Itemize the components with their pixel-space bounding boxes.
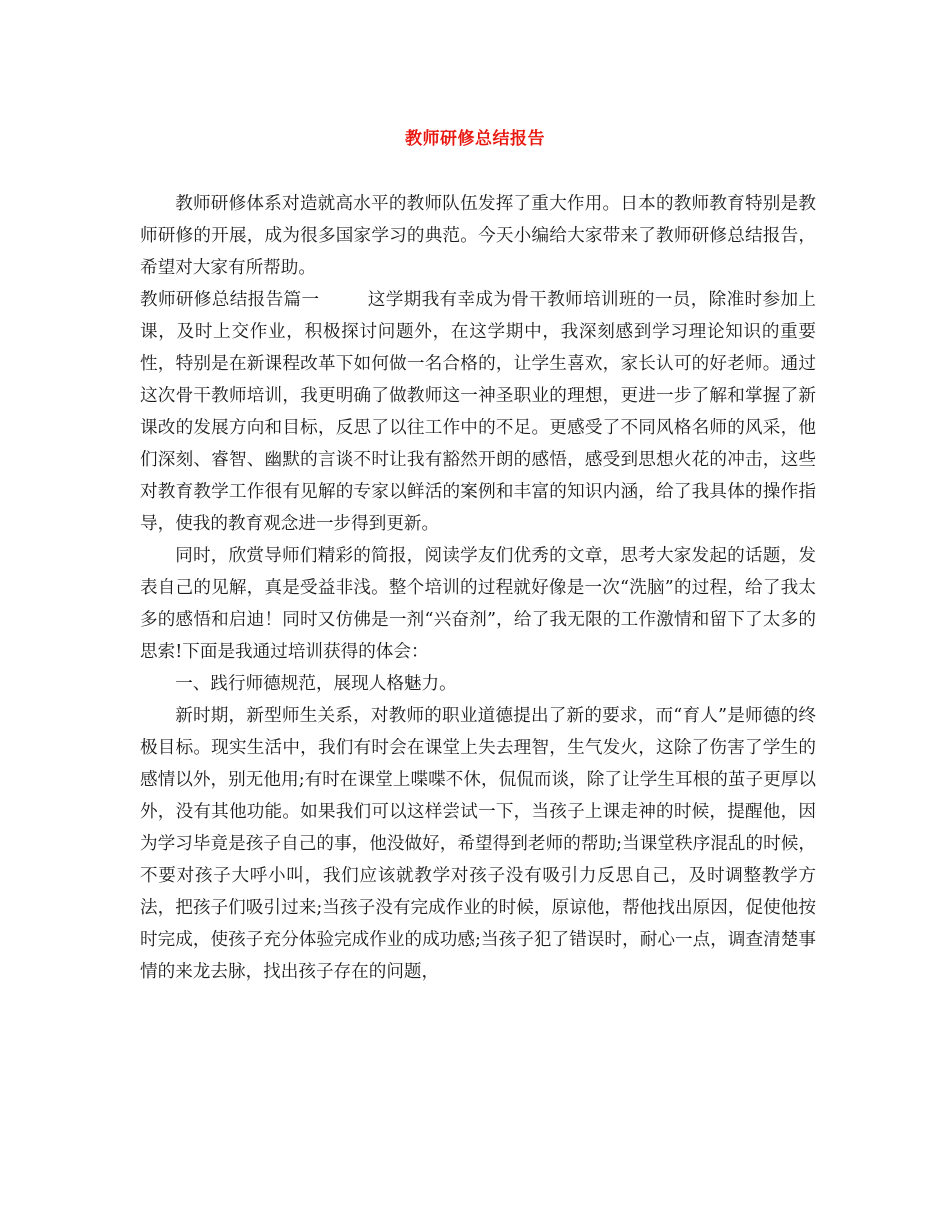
paragraph-tongshi: 同时，欣赏导师们精彩的简报，阅读学友们优秀的文章，思考大家发起的话题，发表自己的见解，真是受益非浅。整个培训的过程就好像是一次“洗脑”的过程，给了我太多的感悟和启迪！同时又仿佛是一剂“兴奋剂”，给了我无限的工作激情和留下了太多的思索!下面是我通过培训获得的体会：	[140, 546, 816, 662]
heading-one: 一、践行师德规范，展现人格魅力。	[175, 674, 457, 694]
section-first-paragraph	[140, 284, 816, 540]
intro-paragraph: 教师研修体系对造就高水平的教师队伍发挥了重大作用。日本的教师教育特别是教师研修的开展，成为很多国家学习的典范。今天小编给大家带来了教师研修总结报告，希望对大家有所帮助。	[140, 194, 816, 278]
section-heading: 教师研修总结报告篇一	[140, 290, 320, 310]
document-title: 教师研修总结报告	[405, 129, 545, 149]
paragraph-xinshiqi: 新时期，新型师生关系，对教师的职业道德提出了新的要求，而“育人”是师德的终极目标。现实生活中，我们有时会在课堂上失去理智，生气发火，这除了伤害了学生的感情以外，别无他用;有时在课堂上喋喋不休，侃侃而谈，除了让学生耳根的茧子更厚以外，没有其他功能。如果我们可以这样尝试一下，当孩子上课走神的时候，提醒他，因为学习毕竟是孩子自己的事，他没做好，希望得到老师的帮助;当课堂秩序混乱的时候，不要对孩子大呼小叫，我们应该就教学对孩子没有吸引力反思自己，及时调整教学方法，把孩子们吸引过来;当孩子没有完成作业的时候，原谅他，帮他找出原因，促使他按时完成，使孩子充分体验完成作业的成功感;当孩子犯了错误时，耐心一点，调查清楚事情的来龙去脉，找出孩子存在的问题，	[140, 706, 816, 982]
section-first-text: 这学期我有幸成为骨干教师培训班的一员，除准时参加上课，及时上交作业，积极探讨问题外，在这学期中，我深刻感到学习理论知识的重要性，特别是在新课程改革下如何做一名合格的，让学生喜欢，家长认可的好老师。通过这次骨干教师培训，我更明确了做教师这一神圣职业的理想，更进一步了解和掌握了新课改的发展方向和目标，反思了以往工作中的不足。更感受了不同风格名师的风采，他们深刻、睿智、幽默的言谈不时让我有豁然开朗的感悟，感受到思想火花的冲击，这些对教育教学工作很有见解的专家以鲜活的案例和丰富的知识内涵，给了我具体的操作指导，使我的教育观念进一步得到更新。	[140, 290, 816, 534]
document-body	[140, 188, 816, 988]
